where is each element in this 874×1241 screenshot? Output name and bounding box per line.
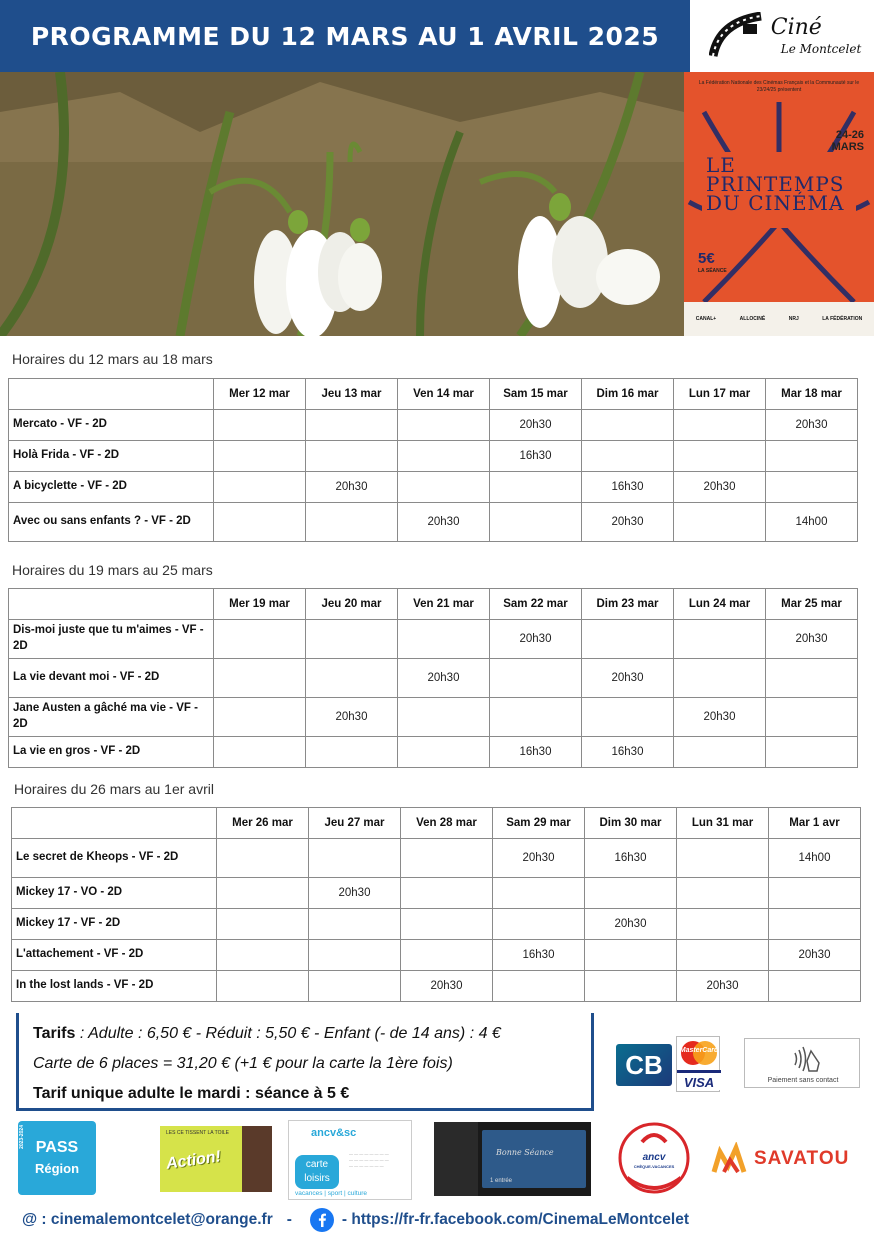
showtime bbox=[490, 472, 582, 503]
showtime bbox=[398, 737, 490, 768]
showtime bbox=[490, 659, 582, 698]
ancv-cheque-vacances-logo bbox=[618, 1120, 690, 1196]
showtime bbox=[493, 971, 585, 1002]
film-title: Dis-moi juste que tu m'aimes - VF - 2D bbox=[9, 620, 214, 659]
day-header: Mer 12 mar bbox=[214, 379, 306, 410]
pass-region-subtitle: Région bbox=[34, 1161, 80, 1176]
ticket-text: Bonne Séance bbox=[496, 1148, 554, 1157]
day-header: Dim 23 mar bbox=[582, 589, 674, 620]
table-header-row bbox=[12, 808, 861, 839]
day-header: Sam 15 mar bbox=[490, 379, 582, 410]
carte-loisirs-logo: ancv&sc — — — — — — — — — — — — — — — — — — — — — — — carte loisirs vacances | sport | culture bbox=[288, 1120, 412, 1200]
showtime: 20h30 bbox=[766, 410, 858, 441]
day-header: Jeu 27 mar bbox=[309, 808, 401, 839]
savatou-label: SAVATOU bbox=[754, 1148, 850, 1169]
pricing-card-line: Carte de 6 places = 31,20 € (+1 € pour la carte la 1ère fois) bbox=[33, 1055, 453, 1072]
ticket-action-title: Action! bbox=[165, 1148, 222, 1173]
pass-region-logo bbox=[18, 1121, 96, 1195]
showtime bbox=[766, 659, 858, 698]
showtime: 16h30 bbox=[582, 472, 674, 503]
facebook-link[interactable]: - https://fr-fr.facebook.com/CinemaLeMontcelet bbox=[341, 1211, 689, 1228]
showtime bbox=[582, 698, 674, 737]
showtime: 20h30 bbox=[398, 659, 490, 698]
schedule-table bbox=[8, 588, 858, 768]
showtime: 14h00 bbox=[766, 503, 858, 542]
film-title: L'attachement - VF - 2D bbox=[12, 940, 217, 971]
table-header-row bbox=[9, 379, 858, 410]
showtime: 20h30 bbox=[677, 971, 769, 1002]
table-row bbox=[9, 472, 858, 503]
showtime bbox=[677, 940, 769, 971]
sponsor-logo: NRJ bbox=[788, 316, 799, 322]
film-title: La vie devant moi - VF - 2D bbox=[9, 659, 214, 698]
showtime bbox=[769, 971, 861, 1002]
pricing-tuesday-line: Tarif unique adulte le mardi : séance à 5 € bbox=[33, 1085, 350, 1102]
page-title: PROGRAMME DU 12 MARS AU 1 AVRIL 2025 bbox=[30, 21, 660, 51]
day-header: Dim 30 mar bbox=[585, 808, 677, 839]
showtime bbox=[217, 839, 309, 878]
showtime: 20h30 bbox=[306, 698, 398, 737]
contactless-logo bbox=[744, 1038, 860, 1088]
showtime bbox=[674, 620, 766, 659]
showtime bbox=[309, 971, 401, 1002]
showtime bbox=[766, 698, 858, 737]
showtime: 20h30 bbox=[766, 620, 858, 659]
showtime bbox=[398, 472, 490, 503]
savatou-logo bbox=[710, 1142, 862, 1178]
showtime bbox=[214, 620, 306, 659]
showtime: 16h30 bbox=[490, 441, 582, 472]
showtime bbox=[306, 659, 398, 698]
schedule-table bbox=[8, 378, 858, 542]
showtime bbox=[674, 659, 766, 698]
showtime bbox=[214, 737, 306, 768]
table-row bbox=[9, 503, 858, 542]
showtime bbox=[214, 441, 306, 472]
day-header: Lun 17 mar bbox=[674, 379, 766, 410]
showtime bbox=[309, 940, 401, 971]
separator: - bbox=[286, 1211, 292, 1228]
contactless-label: Paiement sans contact bbox=[767, 1077, 839, 1084]
film-title: Le secret de Kheops - VF - 2D bbox=[12, 839, 217, 878]
showtime bbox=[306, 737, 398, 768]
poster-dates: 24-26 MARS bbox=[831, 129, 864, 153]
poster-price-label: LA SÉANCE bbox=[698, 268, 727, 274]
schedule-table bbox=[11, 807, 861, 1002]
table-row bbox=[12, 909, 861, 940]
showtime bbox=[674, 441, 766, 472]
contact-footer bbox=[0, 1206, 874, 1234]
table-row bbox=[12, 971, 861, 1002]
showtime: 20h30 bbox=[674, 472, 766, 503]
showtime bbox=[306, 410, 398, 441]
film-title: In the lost lands - VF - 2D bbox=[12, 971, 217, 1002]
ticket-entree: 1 entrée bbox=[490, 1178, 513, 1184]
showtime bbox=[674, 503, 766, 542]
showtime bbox=[398, 620, 490, 659]
showtime bbox=[582, 410, 674, 441]
showtime bbox=[493, 909, 585, 940]
table-row bbox=[9, 737, 858, 768]
facebook-icon bbox=[310, 1208, 334, 1232]
showtime bbox=[217, 909, 309, 940]
showtime bbox=[766, 472, 858, 503]
showtime: 20h30 bbox=[309, 878, 401, 909]
film-title: Avec ou sans enfants ? - VF - 2D bbox=[9, 503, 214, 542]
day-header: Mar 1 avr bbox=[769, 808, 861, 839]
poster-presenters: La Fédération Nationale des Cinémas Français et la Communauté sur le 23/24/25 présentent bbox=[698, 80, 860, 93]
visa-label: VISA bbox=[677, 1070, 721, 1090]
cinema-ticket-logo bbox=[434, 1122, 591, 1196]
film-title: Mickey 17 - VO - 2D bbox=[12, 878, 217, 909]
week-heading: Horaires du 19 mars au 25 mars bbox=[12, 562, 213, 578]
showtime bbox=[585, 878, 677, 909]
day-header: Ven 21 mar bbox=[398, 589, 490, 620]
showtime bbox=[401, 878, 493, 909]
pricing-box bbox=[16, 1013, 594, 1111]
carte-loisirs-tagline: vacances | sport | culture bbox=[295, 1190, 368, 1197]
showtime bbox=[677, 839, 769, 878]
email-link[interactable]: @ : cinemalemontcelet@orange.fr bbox=[22, 1211, 273, 1228]
showtime: 20h30 bbox=[401, 971, 493, 1002]
corner-cell bbox=[9, 379, 214, 410]
showtime bbox=[214, 659, 306, 698]
carte-loisirs-label: carte loisirs bbox=[295, 1155, 339, 1189]
table-row bbox=[12, 878, 861, 909]
pricing-line: : Adulte : 6,50 € - Réduit : 5,50 € - Enfant (- de 14 ans) : 4 € bbox=[75, 1025, 501, 1042]
showtime bbox=[766, 441, 858, 472]
showtime bbox=[769, 909, 861, 940]
showtime: 20h30 bbox=[490, 620, 582, 659]
showtime bbox=[401, 839, 493, 878]
logo-name: Ciné bbox=[770, 15, 822, 40]
cheque-vacances-label: CHÈQUE-VACANCES bbox=[633, 1164, 675, 1169]
sponsor-logo: CANAL+ bbox=[695, 316, 717, 322]
ticket-action-tagline: LES CE TISSENT LA TOILE bbox=[166, 1130, 229, 1136]
pricing-label: Tarifs bbox=[33, 1025, 76, 1042]
ancv-label: ancv bbox=[642, 1152, 666, 1163]
showtime: 20h30 bbox=[398, 503, 490, 542]
showtime bbox=[493, 878, 585, 909]
corner-cell bbox=[12, 808, 217, 839]
film-title: Holà Frida - VF - 2D bbox=[9, 441, 214, 472]
showtime bbox=[766, 737, 858, 768]
showtime bbox=[582, 441, 674, 472]
cinema-logo bbox=[696, 0, 874, 72]
showtime bbox=[401, 909, 493, 940]
film-title: Jane Austen a gâché ma vie - VF - 2D bbox=[9, 698, 214, 737]
showtime: 16h30 bbox=[490, 737, 582, 768]
showtime bbox=[214, 503, 306, 542]
showtime: 20h30 bbox=[582, 503, 674, 542]
poster-price: 5€ bbox=[698, 250, 715, 267]
showtime: 20h30 bbox=[582, 659, 674, 698]
week-heading: Horaires du 12 mars au 18 mars bbox=[12, 351, 213, 367]
showtime bbox=[401, 940, 493, 971]
logo-place: Le Montcelet bbox=[780, 42, 862, 56]
header-banner bbox=[0, 0, 690, 72]
showtime bbox=[585, 971, 677, 1002]
day-header: Mar 18 mar bbox=[766, 379, 858, 410]
printemps-du-cinema-poster bbox=[684, 72, 874, 336]
table-row bbox=[9, 659, 858, 698]
showtime bbox=[677, 878, 769, 909]
showtime bbox=[490, 698, 582, 737]
ancv-brand: ancv&sc bbox=[311, 1127, 357, 1139]
day-header: Mer 26 mar bbox=[217, 808, 309, 839]
showtime: 16h30 bbox=[582, 737, 674, 768]
film-reel-icon bbox=[709, 12, 765, 60]
showtime bbox=[398, 441, 490, 472]
table-row bbox=[9, 410, 858, 441]
showtime bbox=[214, 410, 306, 441]
savatou-icon bbox=[710, 1142, 750, 1178]
showtime bbox=[398, 698, 490, 737]
table-row bbox=[9, 698, 858, 737]
showtime: 20h30 bbox=[306, 472, 398, 503]
showtime bbox=[217, 940, 309, 971]
showtime: 14h00 bbox=[769, 839, 861, 878]
showtime bbox=[490, 503, 582, 542]
day-header: Sam 29 mar bbox=[493, 808, 585, 839]
showtime: 20h30 bbox=[769, 940, 861, 971]
mastercard-label: MasterCard bbox=[679, 1047, 719, 1054]
film-title: Mickey 17 - VF - 2D bbox=[12, 909, 217, 940]
showtime bbox=[217, 878, 309, 909]
ticket-action-logo bbox=[116, 1126, 272, 1192]
pass-region-year: 2023-2024 bbox=[19, 1125, 25, 1149]
showtime bbox=[306, 503, 398, 542]
film-title: La vie en gros - VF - 2D bbox=[9, 737, 214, 768]
showtime: 20h30 bbox=[585, 909, 677, 940]
showtime bbox=[674, 410, 766, 441]
day-header: Sam 22 mar bbox=[490, 589, 582, 620]
showtime bbox=[214, 698, 306, 737]
snowdrops-photo bbox=[0, 72, 684, 336]
contactless-icon bbox=[745, 1041, 861, 1077]
showtime: 20h30 bbox=[493, 839, 585, 878]
showtime bbox=[217, 971, 309, 1002]
showtime bbox=[582, 620, 674, 659]
showtime: 16h30 bbox=[493, 940, 585, 971]
showtime bbox=[585, 940, 677, 971]
bienvenue-label: Bienvenue bbox=[639, 1178, 669, 1184]
day-header: Ven 14 mar bbox=[398, 379, 490, 410]
film-title: Mercato - VF - 2D bbox=[9, 410, 214, 441]
mastercard-visa-logo bbox=[676, 1036, 720, 1092]
poster-sponsors bbox=[684, 302, 874, 336]
showtime bbox=[214, 472, 306, 503]
day-header: Ven 28 mar bbox=[401, 808, 493, 839]
day-header: Dim 16 mar bbox=[582, 379, 674, 410]
sponsor-logo: LA FÉDÉRATION bbox=[822, 316, 863, 322]
showtime: 20h30 bbox=[490, 410, 582, 441]
day-header: Mar 25 mar bbox=[766, 589, 858, 620]
table-row bbox=[12, 940, 861, 971]
pass-region-title: PASS bbox=[35, 1139, 79, 1156]
showtime bbox=[309, 909, 401, 940]
sponsor-logo: ALLOCINÉ bbox=[739, 316, 766, 322]
corner-cell bbox=[9, 589, 214, 620]
day-header: Jeu 20 mar bbox=[306, 589, 398, 620]
showtime bbox=[309, 839, 401, 878]
showtime bbox=[677, 909, 769, 940]
showtime: 20h30 bbox=[674, 698, 766, 737]
table-row bbox=[9, 441, 858, 472]
table-row bbox=[12, 839, 861, 878]
poster-title: LE PRINTEMPS DU CINÉMA bbox=[706, 153, 845, 215]
cb-card-logo: CB bbox=[616, 1044, 672, 1086]
table-header-row bbox=[9, 589, 858, 620]
showtime: 16h30 bbox=[585, 839, 677, 878]
day-header: Jeu 13 mar bbox=[306, 379, 398, 410]
table-row bbox=[9, 620, 858, 659]
showtime bbox=[674, 737, 766, 768]
film-title: A bicyclette - VF - 2D bbox=[9, 472, 214, 503]
showtime bbox=[769, 878, 861, 909]
showtime bbox=[398, 410, 490, 441]
day-header: Mer 19 mar bbox=[214, 589, 306, 620]
day-header: Lun 24 mar bbox=[674, 589, 766, 620]
week-heading: Horaires du 26 mars au 1er avril bbox=[14, 781, 214, 797]
showtime bbox=[306, 441, 398, 472]
showtime bbox=[306, 620, 398, 659]
day-header: Lun 31 mar bbox=[677, 808, 769, 839]
